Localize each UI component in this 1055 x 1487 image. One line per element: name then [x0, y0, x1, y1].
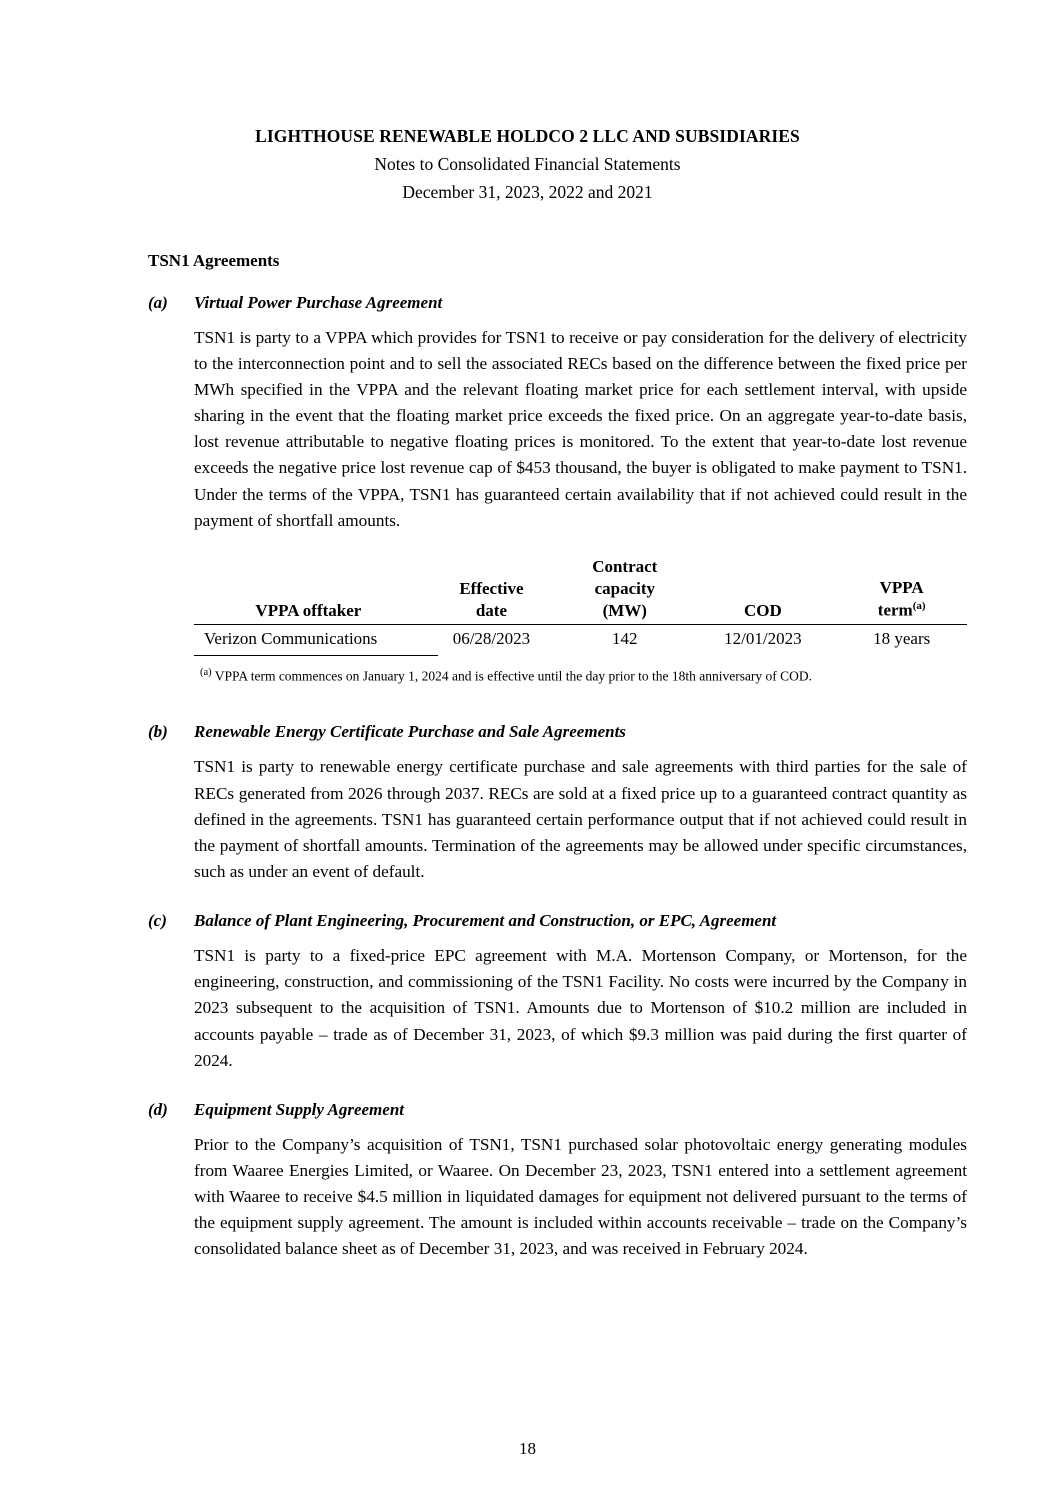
- table-header-row: [194, 556, 967, 625]
- cell-offtaker: Verizon Communications: [204, 629, 378, 649]
- item-heading-d: [148, 1100, 967, 1120]
- document-subtitle: Notes to Consolidated Financial Statements: [374, 154, 681, 174]
- item-body-a: TSN1 is party to a VPPA which provides for TSN1 to receive or pay consideration for the delivery of electricity to the interconnection point and to sell the associated RECs based on the difference between the fixed price per MWh specified in the VPPA and the relevant floating market price for each settlement interval, with upside sharing in the event that the floating market price exceeds the fixed price. On an aggregate year-to-date basis, lost revenue attributable to negative floating prices is monitored. To the extent that year-to-date lost revenue exceeds the negative price lost revenue cap of $453 thousand, the buyer is obligated to make payment to TSN1. Under the terms of the VPPA, TSN1 has guaranteed certain availability that if not achieved could result in the payment of shortfall amounts.: [194, 327, 967, 530]
- cell-effective-date: 06/28/2023: [452, 629, 531, 649]
- item-body-b: TSN1 is party to renewable energy certificate purchase and sale agreements with third parties for the sale of RECs generated from 2026 through 2037. RECs are sold at a fixed price up to a guaranteed contract quantity as defined in the agreements. TSN1 has guaranteed certain performance output that if not achieved could result in the payment of shortfall amounts. Termination of the agreements may be allowed under specific circumstances, such as under an event of default.: [194, 757, 967, 882]
- header-effective-date-line1: Effective: [459, 578, 524, 598]
- header-vppa-term: [836, 556, 967, 625]
- document-page: [0, 122, 1055, 1487]
- cell-capacity: 142: [612, 629, 638, 649]
- header-effective-date-line2: date: [475, 601, 508, 620]
- item-heading-c: [148, 911, 967, 931]
- table-bottom-rule: [194, 655, 438, 656]
- page-number: 18: [519, 1439, 536, 1458]
- document-body: [148, 251, 967, 1263]
- item-body-d: Prior to the Company’s acquisition of TSN1, TSN1 purchased solar photovoltaic energy generating modules from Waaree Energies Limited, or Waaree. On December 23, 2023, TSN1 entered into a settlement agreement with Waaree to receive $4.5 million in liquidated damages for equipment not delivered pursuant to the terms of the equipment supply agreement. The amount is included within accounts receivable – trade on the Company’s consolidated balance sheet as of December 31, 2023, and was received in February 2024.: [194, 1134, 967, 1259]
- item-title-a: Virtual Power Purchase Agreement: [194, 292, 443, 312]
- header-capacity-line3: (MW): [602, 601, 647, 620]
- footnote-marker: (a): [200, 667, 212, 679]
- vppa-table: [194, 556, 967, 651]
- item-title-b: Renewable Energy Certificate Purchase and Sale Agreements: [194, 722, 626, 742]
- cell-cod: 12/01/2023: [724, 629, 802, 649]
- document-dates: December 31, 2023, 2022 and 2021: [402, 182, 653, 203]
- header-term-line1: VPPA: [879, 578, 924, 598]
- item-marker-c: (c): [148, 911, 167, 931]
- footnote-text: VPPA term commences on January 1, 2024 and is effective until the day prior to the 18th anniversary of COD.: [214, 668, 813, 684]
- header-effective-date: [423, 556, 560, 625]
- vppa-table-container: [194, 556, 967, 651]
- header-capacity-line1: Contract: [592, 556, 658, 576]
- header-cod: [689, 556, 836, 625]
- table-footnote: [200, 666, 967, 686]
- header-term-line2: [846, 599, 957, 622]
- table-row: [194, 625, 967, 652]
- company-name: LIGHTHOUSE RENEWABLE HOLDCO 2 LLC AND SUBSIDIARIES: [255, 126, 800, 146]
- item-heading-a: [148, 293, 967, 313]
- item-title-d: Equipment Supply Agreement: [194, 1099, 405, 1119]
- header-cod-label: COD: [744, 601, 782, 620]
- item-marker-b: (b): [148, 722, 168, 742]
- header-capacity-line2: capacity: [594, 578, 655, 598]
- item-marker-a: (a): [148, 292, 168, 312]
- header-term-label: term: [877, 601, 913, 620]
- document-header: [0, 122, 1055, 207]
- header-contract-capacity: [560, 556, 689, 625]
- item-marker-d: (d): [148, 1099, 168, 1119]
- cell-term: 18 years: [873, 629, 931, 649]
- header-offtaker-label: VPPA offtaker: [255, 601, 362, 620]
- item-body-c: TSN1 is party to a fixed-price EPC agreement with M.A. Mortenson Company, or Mortenson, for the engineering, construction, and commissioning of the TSN1 Facility. No costs were incurred by the Company in 2023 subsequent to the acquisition of TSN1. Amounts due to Mortenson of $10.2 million are included in accounts payable – trade as of December 31, 2023, of which $9.3 million was paid during the first quarter of 2024.: [194, 946, 967, 1070]
- section-title: TSN1 Agreements: [148, 250, 280, 270]
- header-offtaker: [194, 556, 423, 625]
- item-heading-b: [148, 722, 967, 742]
- item-title-c: Balance of Plant Engineering, Procurement and Construction, or EPC, Agreement: [194, 911, 777, 931]
- header-term-footnote-marker: (a): [912, 600, 926, 613]
